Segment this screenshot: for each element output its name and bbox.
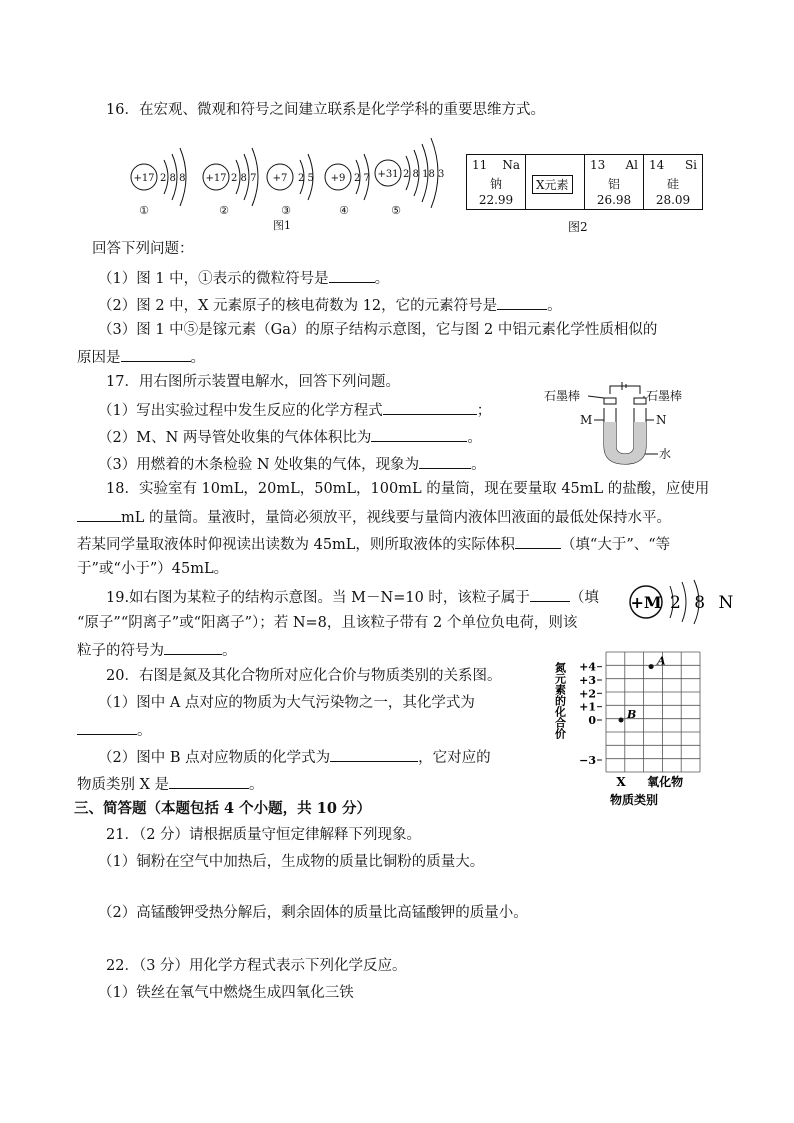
answer-blank[interactable] — [530, 587, 570, 602]
q19-line-1: 19.如右图为某粒子的结构示意图。当 M－N=10 时，该粒子属于 （填 — [106, 587, 599, 607]
q19-line-3: 粒子的符号为 。 — [77, 640, 237, 660]
label-n: N — [656, 413, 667, 427]
y-tick-label: +4 — [579, 660, 596, 674]
q16-part-3: （3）图 1 中⑤是镓元素（Ga）的原子结构示意图，它与图 2 中铝元素化学性质相似的 — [98, 322, 658, 338]
element-mass: 26.98 — [596, 193, 632, 207]
element-number: 11 — [472, 158, 488, 172]
q20-stem: 20．右图是氮及其化合物所对应化合价与物质类别的关系图。 — [106, 668, 502, 684]
y-tick-label: +1 — [579, 700, 596, 714]
q18-line-4: 于”或“小于”）45mL。 — [77, 561, 229, 577]
answer-blank[interactable] — [329, 268, 375, 283]
figure-2-periodic-table — [466, 154, 703, 210]
atom-4-electrons: 2 7 — [354, 173, 370, 184]
y-tick-label: +2 — [579, 687, 596, 701]
q16-part-2: （2）图 2 中，X 元素原子的核电荷数为 12，它的元素符号是 。 — [98, 295, 562, 315]
atom-diagram-4 — [325, 154, 370, 217]
q20-part-2: （2）图中 B 点对应物质的化学式为 ，它对应的 — [98, 747, 491, 767]
element-name: 硅 — [666, 177, 679, 191]
element-symbol: Na — [502, 158, 520, 172]
answer-blank[interactable] — [419, 454, 471, 469]
particle-electrons: 2 8 N — [670, 593, 738, 613]
q16-part-1: （1）图 1 中，①表示的微粒符号是 。 — [98, 268, 389, 288]
y-tick-label: 0 — [588, 714, 596, 727]
right-electrode-label: 石墨棒 — [646, 389, 683, 403]
label-m: M — [580, 413, 593, 427]
y-tick-label: −3 — [579, 754, 596, 767]
atom-5-nucleus: +31 — [377, 169, 399, 180]
atom-5-electrons: 2 8 18 3 — [403, 169, 445, 180]
element-name: 铝 — [607, 177, 620, 191]
element-cell-x — [526, 155, 585, 210]
particle-nucleus: +M — [630, 593, 662, 612]
x-category-label: X — [616, 775, 626, 789]
element-cell-si — [644, 155, 703, 210]
answer-blank[interactable] — [121, 347, 191, 362]
y-axis-label: 氮元素的化合价 — [553, 662, 567, 739]
q19-line-2: “原子”“阴离子”或“阳离子”）；若 N=8，且该粒子带有 2 个单位负电荷，则该 — [77, 615, 578, 631]
q22-stem: 22．（3 分）用化学方程式表示下列化学反应。 — [106, 958, 407, 974]
atom-5-label: ⑤ — [391, 204, 401, 217]
atom-4-nucleus: +9 — [330, 173, 346, 184]
data-point-b — [619, 718, 624, 723]
atom-3-nucleus: +7 — [272, 173, 288, 184]
q16-prompt: 回答下列问题： — [92, 241, 194, 257]
answer-blank[interactable] — [515, 534, 561, 549]
q18-line-3: 若某同学量取液体时仰视读出读数为 45mL，则所取液体的实际体积 （填“大于”、“等 — [77, 534, 670, 554]
q22-part-1: （1）铁丝在氧气中燃烧生成四氧化三铁 — [98, 985, 354, 1001]
q17-part-2: （2）M、N 两导管处收集的气体体积比为 。 — [98, 427, 482, 447]
answer-blank[interactable] — [371, 427, 467, 442]
x-axis-label: 物质类别 — [610, 793, 659, 807]
q17-part-1: （1）写出实验过程中发生反应的化学方程式 ； — [98, 400, 491, 420]
element-cell-na — [467, 155, 526, 210]
answer-blank[interactable] — [169, 774, 249, 789]
element-cell-al — [585, 155, 644, 210]
element-mass: 28.09 — [655, 193, 691, 207]
data-point-label: A — [657, 654, 666, 668]
element-name: 钠 — [489, 177, 502, 191]
element-name: X元素 — [532, 175, 573, 194]
q20-part-1: （1）图中 A 点对应的物质为大气污染物之一，其化学式为 — [98, 695, 475, 711]
q17-part-3: （3）用燃着的木条检验 N 处收集的气体，现象为 。 — [98, 454, 486, 474]
electrolysis-apparatus-figure — [544, 378, 714, 472]
atom-diagram-5 — [375, 138, 444, 217]
atom-1-label: ① — [139, 204, 149, 217]
answer-blank[interactable] — [383, 400, 477, 415]
figure-2-caption: 图2 — [568, 220, 588, 234]
data-point-label: B — [627, 708, 637, 721]
particle-structure-figure — [626, 580, 738, 628]
atom-2-label: ② — [219, 204, 229, 217]
label-water: 水 — [659, 447, 672, 461]
atom-3-electrons: 2 5 — [298, 173, 314, 184]
q18-line-2: mL 的量筒。量液时，量筒必须放平，视线要与量筒内液体凹液面的最低处保持水平。 — [77, 507, 671, 527]
q17-stem: 17．用右图所示装置电解水，回答下列问题。 — [106, 374, 400, 390]
atom-1-electrons: 2 8 8 — [160, 173, 186, 184]
atom-diagram-3 — [267, 154, 314, 217]
left-electrode-label: 石墨棒 — [544, 389, 581, 403]
element-number: 14 — [649, 158, 665, 172]
q16-part-3-cont: 原因是 。 — [77, 347, 205, 367]
valence-category-chart — [550, 648, 710, 808]
answer-blank[interactable] — [164, 640, 222, 655]
answer-blank[interactable] — [77, 720, 137, 735]
q16-stem: 16．在宏观、微观和符号之间建立联系是化学学科的重要思维方式。 — [106, 102, 545, 118]
atom-diagram-2 — [203, 148, 258, 217]
q21-stem: 21．（2 分）请根据质量守恒定律解释下列现象。 — [106, 827, 422, 843]
q21-part-1: （1）铜粉在空气中加热后，生成物的质量比铜粉的质量大。 — [98, 854, 485, 870]
answer-blank[interactable] — [77, 507, 121, 522]
element-mass: 22.99 — [478, 193, 514, 207]
answer-blank[interactable] — [497, 295, 547, 310]
atom-1-nucleus: +17 — [133, 173, 155, 184]
atom-3-label: ③ — [281, 204, 291, 217]
data-point-a — [649, 664, 654, 669]
atom-4-label: ④ — [339, 204, 349, 217]
figure-1-caption: 图1 — [273, 219, 291, 232]
atom-2-nucleus: +17 — [205, 173, 227, 184]
x-category-label: 氧化物 — [647, 775, 684, 789]
element-symbol: Al — [625, 158, 638, 172]
q20-part-2-cont: 物质类别 X 是 。 — [77, 774, 264, 794]
atom-diagram-1 — [131, 148, 186, 217]
atom-2-electrons: 2 8 7 — [231, 173, 257, 184]
q18-line-1: 18．实验室有 10mL，20mL，50mL，100mL 的量筒，现在要量取 45mL 的盐酸，应使用 — [106, 481, 710, 497]
answer-blank[interactable] — [330, 747, 418, 762]
figure-1 — [120, 136, 460, 232]
element-number: 13 — [590, 158, 606, 172]
q21-part-2: （2）高锰酸钾受热分解后，剩余固体的质量比高锰酸钾的质量小。 — [98, 905, 528, 921]
section-3-title: 三、简答题（本题包括 4 个小题，共 10 分） — [74, 800, 371, 817]
q20-part-1-cont: 。 — [77, 720, 152, 740]
y-tick-label: +3 — [579, 674, 596, 687]
element-symbol: Si — [684, 158, 697, 172]
